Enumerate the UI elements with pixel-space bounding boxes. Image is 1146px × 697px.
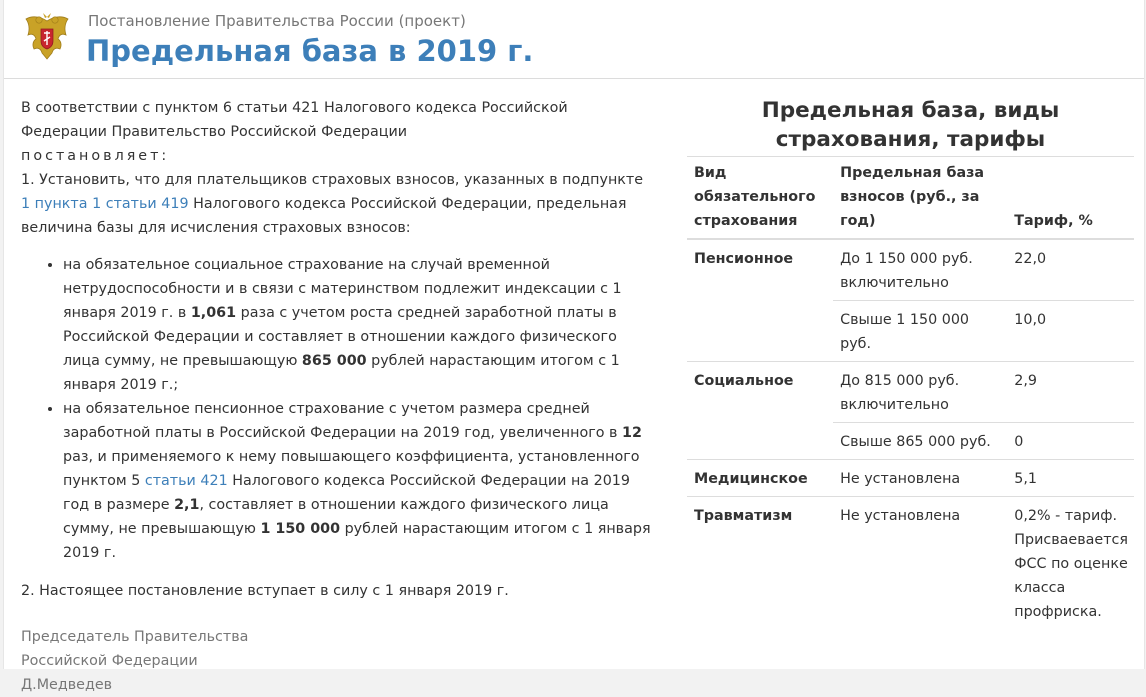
decree-resolves: постановляет: <box>21 148 170 164</box>
signature-line: Д.Медведев <box>21 677 113 693</box>
rates-table <box>687 156 1134 629</box>
table-row <box>687 497 1134 630</box>
rate-cell: 2,9 <box>1007 362 1134 423</box>
page-header <box>4 0 1144 79</box>
table-row <box>687 239 1134 301</box>
article-421-link[interactable]: статьи 421 <box>144 473 228 489</box>
coat-of-arms-icon <box>24 11 70 61</box>
signature-line: Российской Федерации <box>21 653 198 669</box>
page <box>3 0 1145 693</box>
insurance-type-cell: Пенсионное <box>687 239 833 362</box>
insurance-type-cell: Социальное <box>687 362 833 460</box>
table-row <box>687 460 1134 497</box>
column-header: Предельная база взносов (руб., за год) <box>833 157 1007 240</box>
list-item: • на обязательное социальное страхование на случай временной нетрудоспособности и в связи с материнством подлежит индексации с 1 января 2019 г. в 1,061 раза с учетом роста средней заработной платы в Российской Федерации и составляет в отношении каждого физического лица сумму, не превышающую 865 000 рублей нарастающим итогом с 1 января 2019 г.; <box>63 253 651 397</box>
list-item: • на обязательное пенсионное страхование с учетом размера средней заработной платы в Российской Федерации на 2019 год, увеличенного в 12 раз, и применяемого к нему повышающего коэффициента, установленного пунктом 5 статьи 421 Налогового кодекса Российской Федерации на 2019 год в размере 2,1, составляет в отношении каждого физического лица сумму, не превышающую 1 150 000 рублей нарастающим итогом с 1 января 2019 г. <box>63 397 651 565</box>
decree-text <box>21 96 651 697</box>
page-title: Предельная база в 2019 г. <box>86 34 534 68</box>
decree-intro: В соответствии с пунктом 6 статьи 421 Налогового кодекса Российской Федерации Правительство Российской Федерации постановляет: <box>21 100 568 164</box>
rate-cell: 22,0 <box>1007 239 1134 301</box>
signature-block <box>21 625 651 697</box>
decree-bullet-list <box>21 253 651 565</box>
insurance-type-cell: Травматизм <box>687 497 833 630</box>
base-cell: До 815 000 руб. включительно <box>833 362 1007 423</box>
base-cell: Свыше 1 150 000 руб. <box>833 301 1007 362</box>
decree-item-1: 1. Установить, что для плательщиков страховых взносов, указанных в подпункте 1 пункта 1 статьи 419 Налогового кодекса Российской Федерации, предельная величина базы для исчисления страховых взносов: <box>21 172 644 236</box>
rates-table-title: Предельная база, виды страхования, тарифы <box>761 98 1060 152</box>
article-419-link[interactable]: 1 пункта 1 статьи 419 <box>21 196 189 212</box>
column-header: Тариф, % <box>1007 157 1134 240</box>
rate-cell: 0 <box>1007 423 1134 460</box>
decree-item-2: 2. Настоящее постановление вступает в силу с 1 января 2019 г. <box>21 583 509 599</box>
rate-cell: 10,0 <box>1007 301 1134 362</box>
page-subtitle: Постановление Правительства России (проект) <box>88 12 466 30</box>
column-header: Вид обязательного страхования <box>687 157 833 240</box>
insurance-type-cell: Медицинское <box>687 460 833 497</box>
signature-line: Председатель Правительства <box>21 629 249 645</box>
table-header-row <box>687 157 1134 240</box>
rate-cell: 5,1 <box>1007 460 1134 497</box>
table-row <box>687 362 1134 423</box>
rates-panel <box>687 96 1134 629</box>
rate-cell: 0,2% - тариф. Присваевается ФСС по оценке класса профриска. <box>1007 497 1134 630</box>
base-cell: Не установлена <box>833 460 1007 497</box>
base-cell: До 1 150 000 руб. включительно <box>833 239 1007 301</box>
base-cell: Свыше 865 000 руб. <box>833 423 1007 460</box>
base-cell: Не установлена <box>833 497 1007 630</box>
